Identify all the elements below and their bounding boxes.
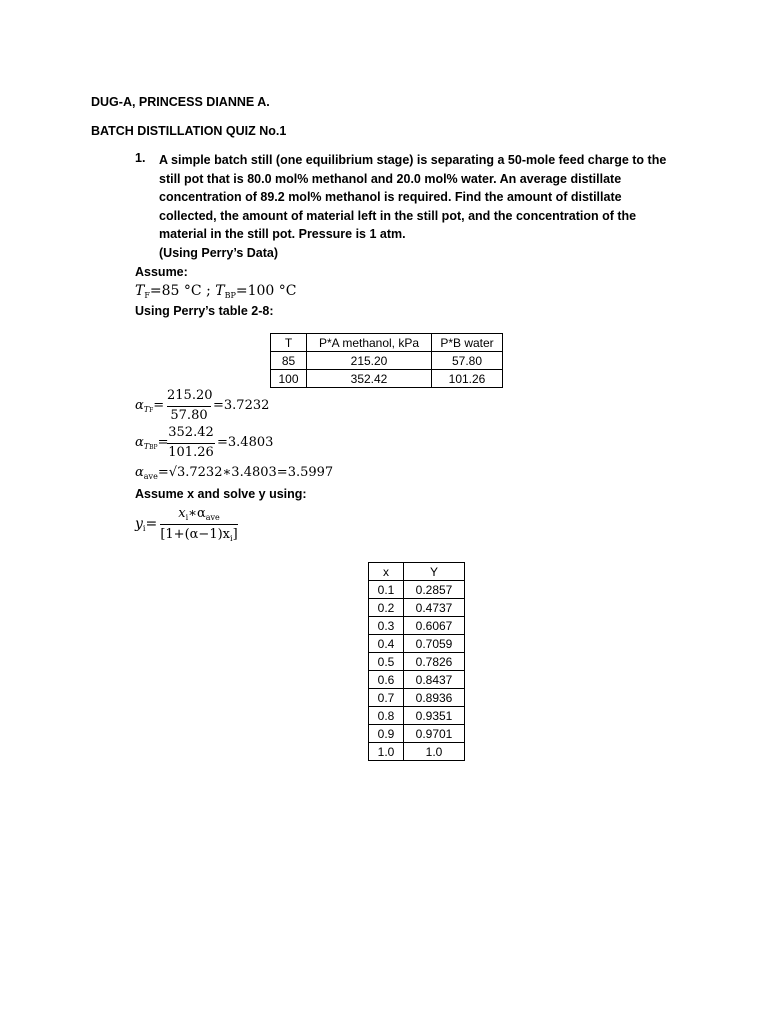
table-row bbox=[369, 617, 465, 635]
table-row bbox=[369, 743, 465, 761]
table-header-row bbox=[271, 334, 503, 352]
tf-symbol: T bbox=[135, 283, 145, 299]
fraction-bar bbox=[167, 406, 211, 407]
table-cell: 1.0 bbox=[369, 743, 404, 761]
alpha-tf-result: =3.7232 bbox=[213, 398, 270, 413]
vapor-pressure-table bbox=[270, 333, 503, 388]
tf-value: =85 °C ; bbox=[149, 283, 211, 299]
fraction-bar bbox=[167, 443, 215, 444]
perry-label: Using Perry’s table 2-8: bbox=[135, 304, 274, 318]
table-cell: 0.6067 bbox=[404, 617, 465, 635]
alpha-tf-denominator: 57.80 bbox=[170, 408, 208, 423]
table-row bbox=[369, 599, 465, 617]
table-cell: 352.42 bbox=[307, 370, 432, 388]
y-denominator: $[1+(\alpha-1)x_i]$ bbox=[160, 527, 238, 543]
alpha-tf-numerator: 215.20 bbox=[167, 388, 213, 403]
alpha-symbol: α bbox=[135, 435, 144, 450]
author-name: DUG-A, PRINCESS DIANNE A. bbox=[91, 95, 270, 109]
assume-label: Assume: bbox=[135, 265, 188, 279]
header-cell: T bbox=[271, 334, 307, 352]
alpha-symbol: α bbox=[135, 398, 144, 413]
tbp-value: =100 °C bbox=[235, 283, 297, 299]
alpha-subscript: TF bbox=[143, 405, 154, 414]
table-cell: 100 bbox=[271, 370, 307, 388]
table-cell: 0.3 bbox=[369, 617, 404, 635]
table-cell: 0.1 bbox=[369, 581, 404, 599]
table-cell: 101.26 bbox=[432, 370, 503, 388]
solve-label: Assume x and solve y using: bbox=[135, 487, 307, 501]
table-cell: 0.7 bbox=[369, 689, 404, 707]
table-cell: 0.7826 bbox=[404, 653, 465, 671]
table-cell: 0.9351 bbox=[404, 707, 465, 725]
table-row bbox=[369, 689, 465, 707]
assumption-line bbox=[135, 283, 296, 300]
table-row bbox=[369, 725, 465, 743]
alpha-tbp-denominator: 101.26 bbox=[168, 445, 214, 460]
tbp-subscript: BP bbox=[224, 291, 236, 300]
table-cell: 0.4737 bbox=[404, 599, 465, 617]
problem-statement: A simple batch still (one equilibrium stage) is separating a 50-mole feed charge to the still pot that is 80.0 mol% methanol and 20.0 mol% water. An average distillate concentration of 89.2 mol% methanol is required. Find the amount of distillate collected, the amount of material left in the still pot, and the concentration of the material in the still pot. Pressure is 1 atm. bbox=[159, 153, 667, 242]
table-row bbox=[271, 352, 503, 370]
y-equals: = bbox=[145, 516, 158, 532]
header-cell: x bbox=[369, 563, 404, 581]
table-cell: 0.9 bbox=[369, 725, 404, 743]
y-numerator: $x_i∗\alpha_{ave}$ bbox=[178, 506, 220, 522]
table-row bbox=[271, 370, 503, 388]
table-cell: 0.2 bbox=[369, 599, 404, 617]
table-cell: 0.9701 bbox=[404, 725, 465, 743]
table-cell: 0.6 bbox=[369, 671, 404, 689]
table-row bbox=[369, 635, 465, 653]
table-cell: 0.8936 bbox=[404, 689, 465, 707]
header-cell: Y bbox=[404, 563, 465, 581]
alpha-ave-expression: =√3.7232∗3.4803=3.5997 bbox=[157, 465, 334, 480]
table-row bbox=[369, 671, 465, 689]
header-cell: P*A methanol, kPa bbox=[307, 334, 432, 352]
table-cell: 85 bbox=[271, 352, 307, 370]
table-cell: 0.4 bbox=[369, 635, 404, 653]
problem-text bbox=[159, 151, 679, 263]
alpha-subscript: TBP bbox=[143, 442, 158, 451]
table-cell: 0.2857 bbox=[404, 581, 465, 599]
table-row bbox=[369, 581, 465, 599]
table-cell: 0.8 bbox=[369, 707, 404, 725]
table-cell: 0.5 bbox=[369, 653, 404, 671]
alpha-ave-subscript: ave bbox=[143, 472, 158, 481]
xy-equilibrium-table bbox=[368, 562, 465, 761]
alpha-symbol: α bbox=[135, 465, 144, 480]
table-cell: 0.7059 bbox=[404, 635, 465, 653]
alpha-tbp-result: =3.4803 bbox=[217, 435, 274, 450]
problem-number: 1. bbox=[135, 151, 146, 165]
table-cell: 57.80 bbox=[432, 352, 503, 370]
y-symbol: y bbox=[135, 516, 143, 532]
y-subscript: i bbox=[142, 524, 146, 533]
table-header-row bbox=[369, 563, 465, 581]
tf-subscript: F bbox=[144, 291, 150, 300]
alpha-tbp-numerator: 352.42 bbox=[168, 425, 214, 440]
table-cell: 0.8437 bbox=[404, 671, 465, 689]
table-row bbox=[369, 707, 465, 725]
alpha-average-equation bbox=[135, 465, 333, 481]
fraction-bar bbox=[160, 524, 238, 525]
table-row bbox=[369, 653, 465, 671]
header-cell: P*B water bbox=[432, 334, 503, 352]
tbp-symbol: T bbox=[215, 283, 225, 299]
problem-note: (Using Perry’s Data) bbox=[159, 245, 279, 260]
table-cell: 1.0 bbox=[404, 743, 465, 761]
quiz-title: BATCH DISTILLATION QUIZ No.1 bbox=[91, 124, 287, 138]
table-cell: 215.20 bbox=[307, 352, 432, 370]
